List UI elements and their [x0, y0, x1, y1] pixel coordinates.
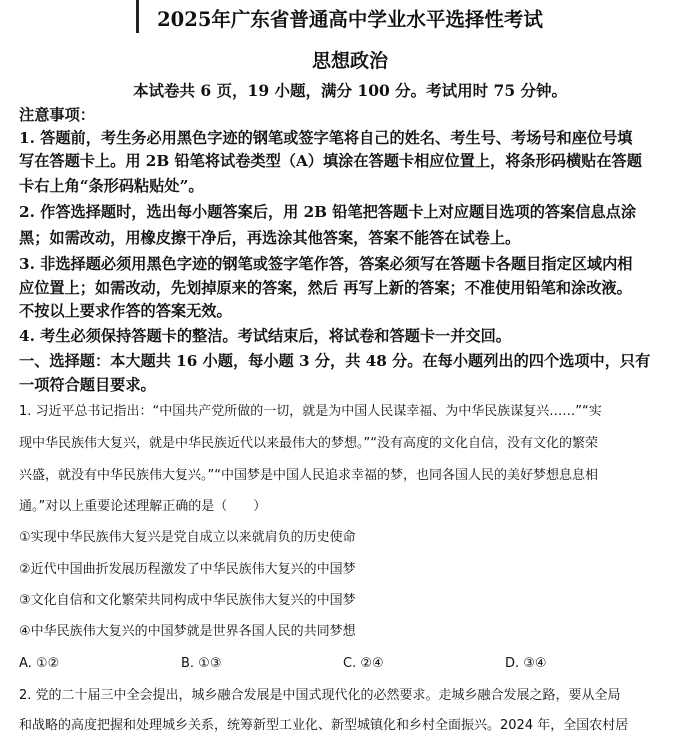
question-1-option-d: D. ③④ — [505, 656, 547, 671]
note-line: 黑；如需改动，用橡皮擦干净后，再选涂其他答案，答案不能答在试卷上。 — [19, 229, 521, 247]
exam-info: 本试卷共 6 页，19 小题，满分 100 分。考试用时 75 分钟。 — [132, 81, 568, 100]
section-heading: 一、选择题：本大题共 16 小题，每小题 3 分，共 48 分。在每小题列出的四个选项中，只有 — [19, 352, 651, 370]
section-heading: 一项符合题目要求。 — [19, 376, 156, 394]
question-1-stem: 现中华民族伟大复兴，就是中华民族近代以来最伟大的梦想。”“没有高度的文化自信，没有文化的繁荣 — [19, 436, 598, 451]
note-line: 不按以上要求作答的答案无效。 — [19, 302, 232, 320]
question-1-statement: ②近代中国曲折发展历程激发了中华民族伟大复兴的中国梦 — [19, 562, 356, 577]
note-line: 4. 考生必须保持答题卡的整洁。考试结束后，将试卷和答题卡一并交回。 — [19, 327, 511, 345]
note-line: 应位置上；如需改动，先划掉原来的答案，然后 再写上新的答案；不准使用铅笔和涂改液。 — [19, 279, 632, 297]
note-line: 3. 非选择题必须用黑色字迹的钢笔或签字笔作答，答案必须写在答题卡各题目指定区域内相 — [19, 255, 633, 273]
exam-title: 2025年广东省普通高中学业水平选择性考试 — [157, 8, 543, 31]
question-1-option-b: B. ①③ — [181, 656, 222, 671]
note-line: 写在答题卡上。用 2B 铅笔将试卷类型（A）填涂在答题卡相应位置上，将条形码横贴在答题 — [19, 152, 642, 170]
question-1-stem: 1. 习近平总书记指出：“中国共产党所做的一切，就是为中国人民谋幸福、为中华民族谋复兴……”“实 — [19, 404, 602, 419]
question-1-stem: 通。”对以上重要论述理解正确的是（ ） — [19, 499, 267, 514]
note-line: 卡右上角“条形码粘贴处”。 — [19, 177, 204, 195]
question-1-statement: ③文化自信和文化繁荣共同构成中华民族伟大复兴的中国梦 — [19, 593, 356, 608]
note-line: 1. 答题前，考生务必用黑色字迹的钢笔或签字笔将自己的姓名、考生号、考场号和座位号填 — [19, 129, 633, 147]
question-1-statement: ①实现中华民族伟大复兴是党自成立以来就肩负的历史使命 — [19, 530, 356, 545]
question-1-stem: 兴盛，就没有中华民族伟大复兴。”“中国梦是中国人民追求幸福的梦，也同各国人民的美好梦想息息相 — [19, 468, 598, 483]
question-1-statement: ④中华民族伟大复兴的中国梦就是世界各国人民的共同梦想 — [19, 624, 356, 639]
note-line: 2. 作答选择题时，选出每小题答案后，用 2B 铅笔把答题卡上对应题目选项的答案信息点涂 — [19, 203, 637, 221]
notes-heading: 注意事项： — [19, 106, 95, 124]
question-1-option-a: A. ①② — [19, 656, 60, 671]
question-1-option-c: C. ②④ — [343, 656, 384, 671]
question-2-stem: 和战略的高度把握和处理城乡关系，统筹新型工业化、新型城镇化和乡村全面振兴。2024 年，全国农村居 — [19, 718, 629, 733]
question-2-stem: 2. 党的二十届三中全会提出，城乡融合发展是中国式现代化的必然要求。走城乡融合发展之路，要从全局 — [19, 688, 621, 703]
subject-title: 思想政治 — [311, 50, 388, 72]
